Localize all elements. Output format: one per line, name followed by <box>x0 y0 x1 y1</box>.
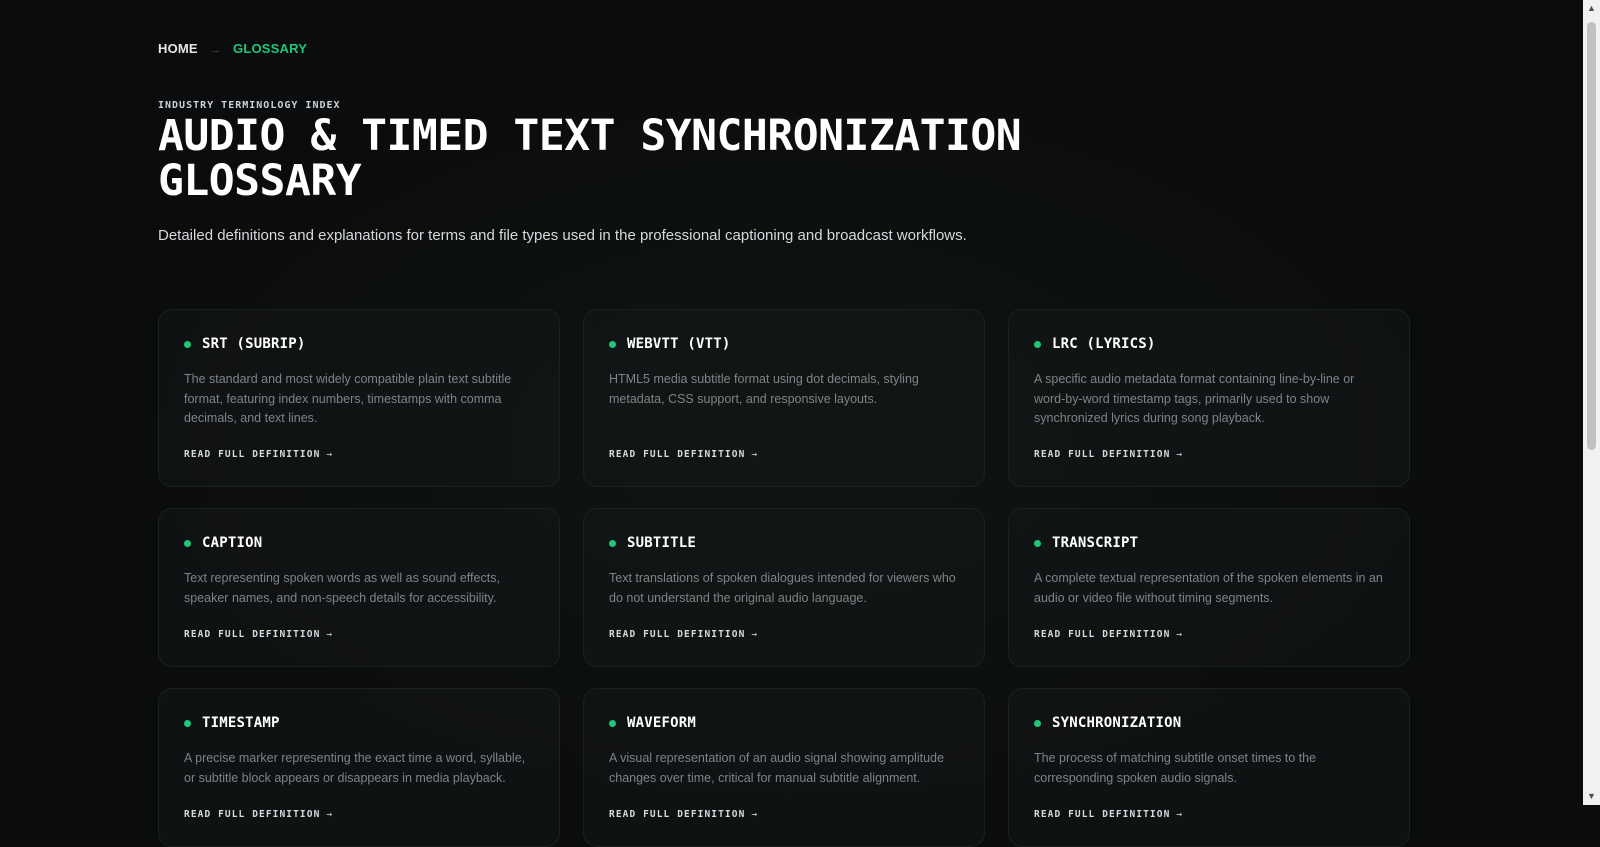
read-definition-label: READ FULL DEFINITION <box>184 809 321 820</box>
card-header <box>1034 715 1181 731</box>
glossary-card <box>158 508 560 667</box>
glossary-card <box>583 688 985 847</box>
card-title: TRANSCRIPT <box>1052 535 1139 551</box>
card-description: HTML5 media subtitle format using dot decimals, styling metadata, CSS support, and responsive layouts. <box>609 372 919 406</box>
read-definition-link[interactable] <box>609 629 758 640</box>
card-header <box>184 336 306 352</box>
glossary-card <box>1008 688 1410 847</box>
card-title: SRT (SUBRIP) <box>202 336 306 352</box>
glossary-card <box>1008 508 1410 667</box>
card-description: Text translations of spoken dialogues intended for viewers who do not understand the original audio language. <box>609 571 956 605</box>
bullet-dot-icon <box>1034 341 1041 348</box>
bullet-dot-icon <box>184 341 191 348</box>
card-description: Text representing spoken words as well as sound effects, speaker names, and non-speech details for accessibility. <box>184 571 500 605</box>
read-definition-link[interactable] <box>184 809 333 820</box>
glossary-card <box>583 508 985 667</box>
card-description: The standard and most widely compatible plain text subtitle format, featuring index numbers, timestamps with comma decimals, and text lines. <box>184 372 512 425</box>
read-definition-link[interactable] <box>1034 809 1183 820</box>
card-description: A specific audio metadata format containing line-by-line or word-by-word timestamp tags, primarily used to show synchronized lyrics during song playback. <box>1034 372 1355 425</box>
read-definition-link[interactable] <box>609 449 758 460</box>
arrow-right-icon: → <box>751 629 759 640</box>
card-title: SYNCHRONIZATION <box>1052 715 1182 731</box>
arrow-right-icon: → <box>326 629 334 640</box>
arrow-right-icon: → <box>326 449 334 460</box>
bullet-dot-icon <box>609 540 616 547</box>
vertical-scrollbar[interactable] <box>1583 0 1600 805</box>
bullet-dot-icon <box>184 720 191 727</box>
arrow-right-icon: → <box>1176 449 1184 460</box>
read-definition-label: READ FULL DEFINITION <box>1034 449 1171 460</box>
breadcrumb-separator-icon: → <box>209 44 222 56</box>
glossary-card <box>158 309 560 487</box>
card-header <box>609 336 731 352</box>
card-header <box>184 715 280 731</box>
arrow-right-icon: → <box>751 449 759 460</box>
card-header <box>1034 535 1138 551</box>
read-definition-label: READ FULL DEFINITION <box>1034 809 1171 820</box>
read-definition-label: READ FULL DEFINITION <box>184 629 321 640</box>
breadcrumb-current: GLOSSARY <box>233 41 308 56</box>
card-header <box>184 535 262 551</box>
card-title: CAPTION <box>202 535 263 551</box>
bullet-dot-icon <box>609 341 616 348</box>
read-definition-label: READ FULL DEFINITION <box>609 629 746 640</box>
breadcrumb-home-link[interactable]: HOME <box>158 41 198 56</box>
read-definition-label: READ FULL DEFINITION <box>184 449 321 460</box>
scroll-down-arrow-icon[interactable]: ▼ <box>1587 791 1596 801</box>
read-definition-link[interactable] <box>184 629 333 640</box>
read-definition-label: READ FULL DEFINITION <box>1034 629 1171 640</box>
bullet-dot-icon <box>609 720 616 727</box>
read-definition-link[interactable] <box>1034 449 1183 460</box>
bullet-dot-icon <box>184 540 191 547</box>
arrow-right-icon: → <box>326 809 334 820</box>
arrow-right-icon: → <box>1176 809 1184 820</box>
scroll-up-arrow-icon[interactable]: ▲ <box>1587 3 1596 13</box>
glossary-card <box>583 309 985 487</box>
read-definition-label: READ FULL DEFINITION <box>609 809 746 820</box>
arrow-right-icon: → <box>751 809 759 820</box>
read-definition-label: READ FULL DEFINITION <box>609 449 746 460</box>
page-eyebrow: INDUSTRY TERMINOLOGY INDEX <box>158 100 341 111</box>
card-description: The process of matching subtitle onset times to the corresponding spoken audio signals. <box>1034 751 1317 785</box>
card-title: SUBTITLE <box>627 535 697 551</box>
page-title: AUDIO & TIMED TEXT SYNCHRONIZATION GLOSSARY <box>158 111 1022 206</box>
card-title: WEBVTT (VTT) <box>627 336 731 352</box>
read-definition-link[interactable] <box>609 809 758 820</box>
card-header <box>609 715 696 731</box>
card-description: A complete textual representation of the spoken elements in an audio or video file without timing segments. <box>1034 571 1383 605</box>
breadcrumb <box>158 41 307 56</box>
card-description: A precise marker representing the exact time a word, syllable, or subtitle block appears or disappears in media playback. <box>184 751 526 785</box>
card-header <box>1034 336 1156 352</box>
card-description: A visual representation of an audio signal showing amplitude changes over time, critical for manual subtitle alignment. <box>609 751 944 785</box>
card-title: TIMESTAMP <box>202 715 280 731</box>
read-definition-link[interactable] <box>184 449 333 460</box>
bullet-dot-icon <box>1034 540 1041 547</box>
card-header <box>609 535 696 551</box>
card-title: LRC (LYRICS) <box>1052 336 1156 352</box>
arrow-right-icon: → <box>1176 629 1184 640</box>
bullet-dot-icon <box>1034 720 1041 727</box>
read-definition-link[interactable] <box>1034 629 1183 640</box>
glossary-card <box>1008 309 1410 487</box>
scrollbar-thumb[interactable] <box>1587 22 1596 450</box>
page-subtitle: Detailed definitions and explanations for terms and file types used in the professional captioning and broadcast workflows. <box>158 227 967 244</box>
card-title: WAVEFORM <box>627 715 697 731</box>
glossary-card <box>158 688 560 847</box>
